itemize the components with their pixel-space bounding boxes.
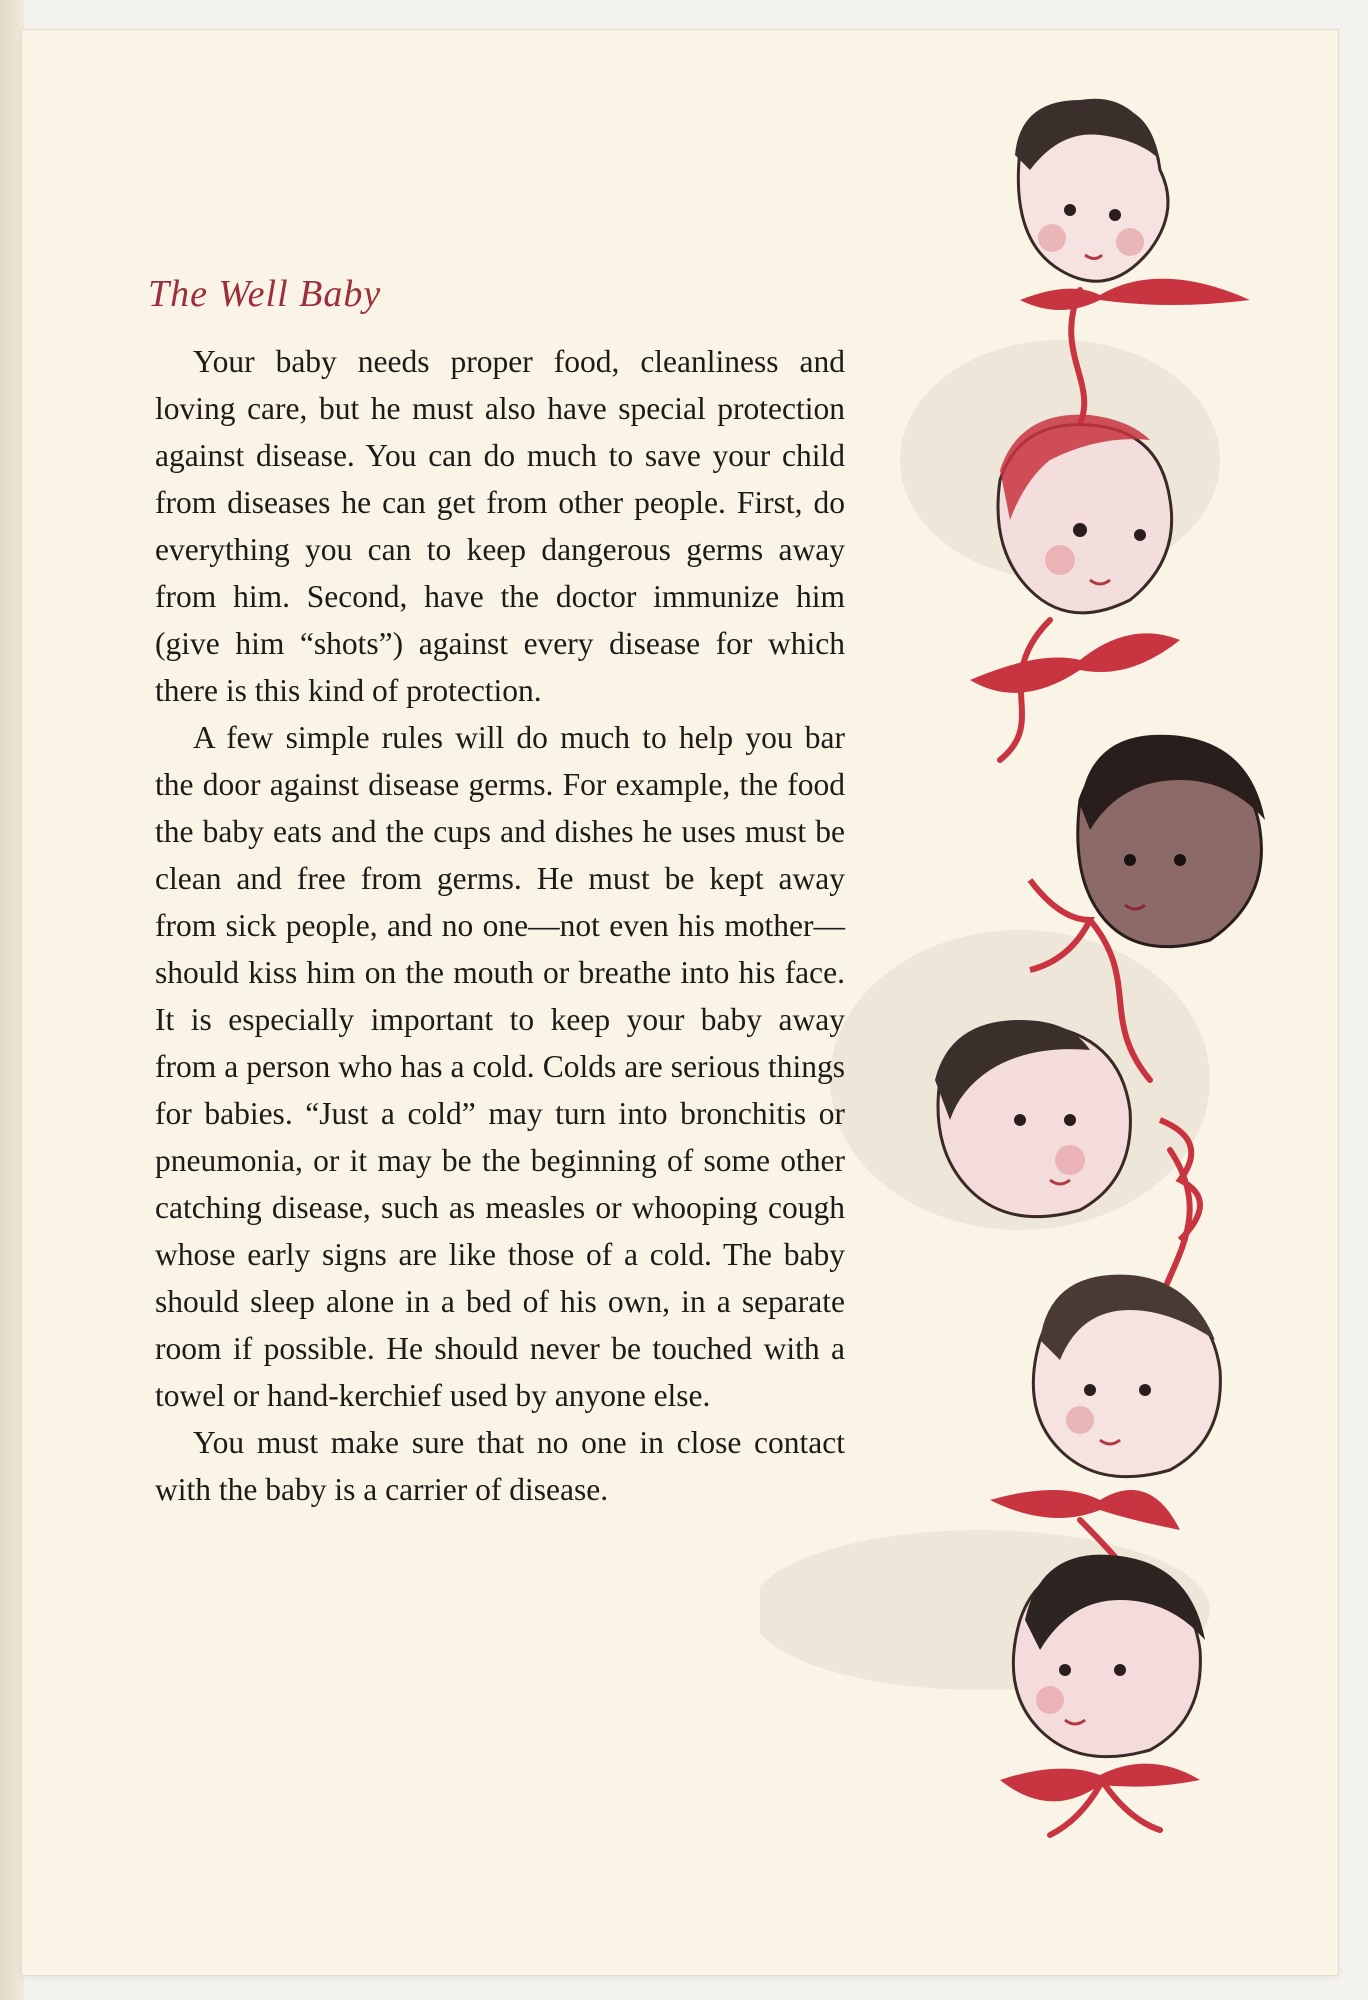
section-heading: The Well Baby <box>148 273 382 315</box>
baby-face-6 <box>1000 1555 1205 1835</box>
baby-face-2 <box>970 415 1180 693</box>
baby-face-1 <box>1015 99 1250 310</box>
baby-face-5 <box>990 1275 1220 1530</box>
paragraph-1: Your baby needs proper food, cleanliness and loving care, but he must also have special protection against disease. You can do much to save your child from diseases he can get from other people. First, do everything you can to keep dangerous germs away from him. Second, have the doctor immunize him (give him “shots”) against every disease for which there is this kind of protection. <box>155 344 845 708</box>
body-text <box>155 338 845 1513</box>
adjacent-page-edge <box>0 0 24 2000</box>
paragraph-2: A few simple rules will do much to help you bar the door against disease germs. For example, the food the baby eats and the cups and dishes he uses must be clean and free from germs. He must be kept away from sick people, and no one—not even his mother—should kiss him on the mouth or breathe into his face. It is especially important to keep your baby away from a person who has a cold. Colds are serious things for babies. “Just a cold” may turn into bronchitis or pneumonia, or it may be the beginning of some other catching disease, such as measles or whooping cough whose early signs are like those of a cold. The baby should sleep alone in a bed of his own, in a separate room if possible. He should never be touched with a towel or hand-kerchief used by anyone else. <box>155 720 845 1413</box>
baby-face-4 <box>935 1020 1200 1240</box>
baby-face-3 <box>1030 735 1265 970</box>
paragraph-3: You must make sure that no one in close contact with the baby is a carrier of disease. <box>155 1425 845 1507</box>
baby-faces-ribbon-illustration <box>930 60 1330 1840</box>
